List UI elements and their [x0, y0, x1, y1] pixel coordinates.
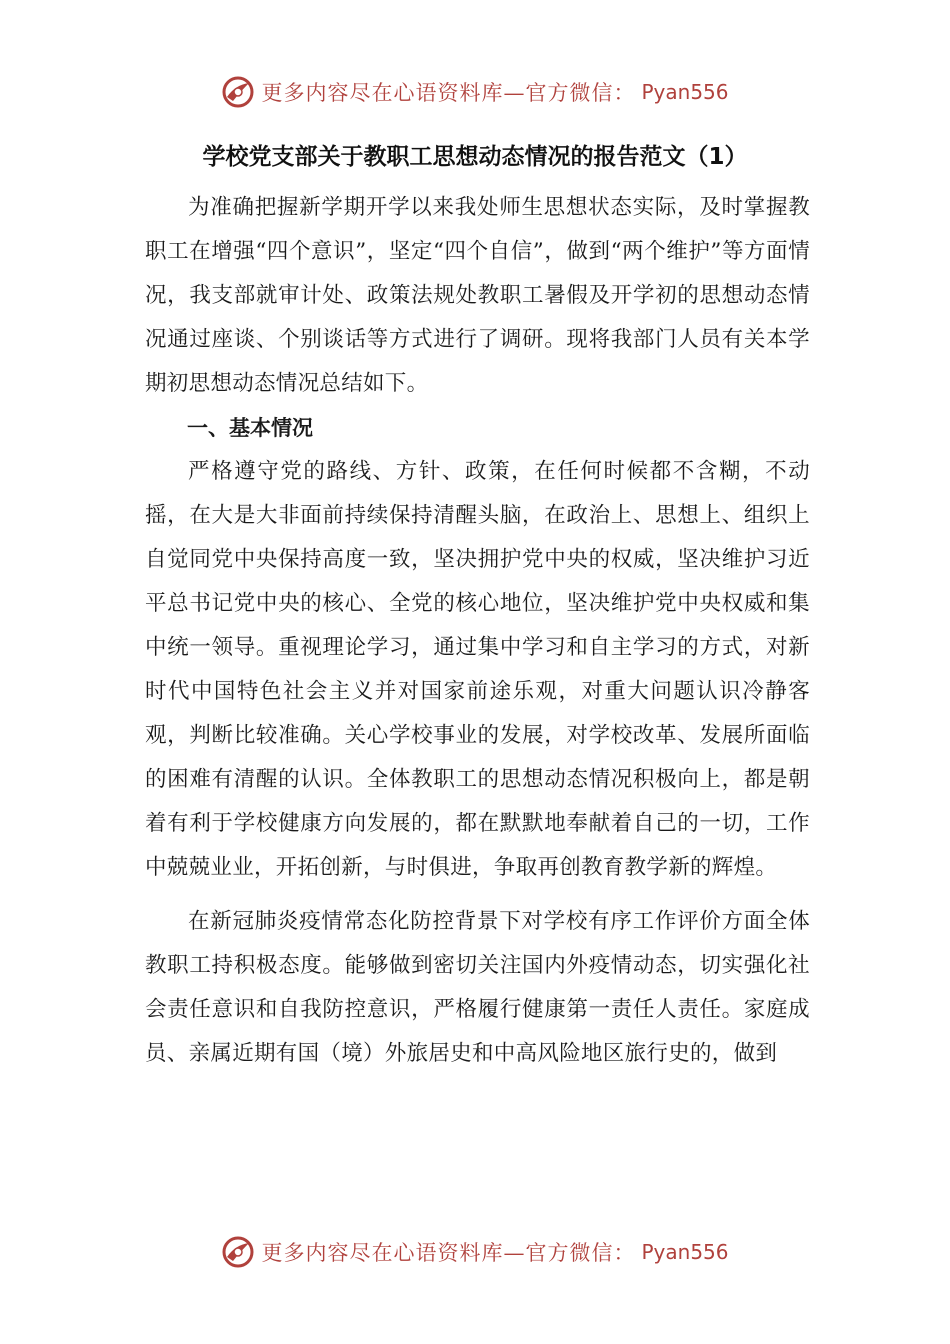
document-body	[145, 186, 810, 1076]
footer-banner	[0, 1232, 950, 1272]
section-heading-basic: 一、基本情况	[187, 416, 313, 440]
banner-text: 更多内容尽在心语资料库—官方微信：	[261, 81, 636, 105]
banner-wechat-id: Pyan556	[641, 80, 729, 104]
brand-logo-icon	[221, 1235, 255, 1269]
banner-text: 更多内容尽在心语资料库—官方微信：	[261, 1241, 636, 1265]
section1-paragraph-2: 在新冠肺炎疫情常态化防控背景下对学校有序工作评价方面全体教职工持积极态度。能够做到密切关注国内外疫情动态，切实强化社会责任意识和自我防控意识，严格履行健康第一责任人责任。家庭成员、亲属近期有国（境）外旅居史和中高风险地区旅行史的，做到	[145, 909, 810, 1066]
paragraph-gap	[145, 890, 810, 900]
intro-paragraph: 为准确把握新学期开学以来我处师生思想状态实际，及时掌握教职工在增强“四个意识”，坚定“四个自信”，做到“两个维护”等方面情况，我支部就审计处、政策法规处教职工暑假及开学初的思想动态情况通过座谈、个别谈话等方式进行了调研。现将我部门人员有关本学期初思想动态情况总结如下。	[145, 195, 810, 396]
banner-wechat-id: Pyan556	[641, 1240, 729, 1264]
section1-paragraph-1: 严格遵守党的路线、方针、政策，在任何时候都不含糊，不动摇，在大是大非面前持续保持清醒头脑，在政治上、思想上、组织上自觉同党中央保持高度一致，坚决拥护党中央的权威，坚决维护习近平总书记党中央的核心、全党的核心地位，坚决维护党中央权威和集中统一领导。重视理论学习，通过集中学习和自主学习的方式，对新时代中国特色社会主义并对国家前途乐观，对重大问题认识冷静客观，判断比较准确。关心学校事业的发展，对学校改革、发展所面临的困难有清醒的认识。全体教职工的思想动态情况积极向上，都是朝着有利于学校健康方向发展的，都在默默地奉献着自己的一切，工作中兢兢业业，开拓创新，与时俱进，争取再创教育教学新的辉煌。	[145, 459, 810, 880]
header-banner	[0, 72, 950, 112]
brand-logo-icon	[221, 75, 255, 109]
document-title: 学校党支部关于教职工思想动态情况的报告范文（1）	[202, 144, 748, 170]
